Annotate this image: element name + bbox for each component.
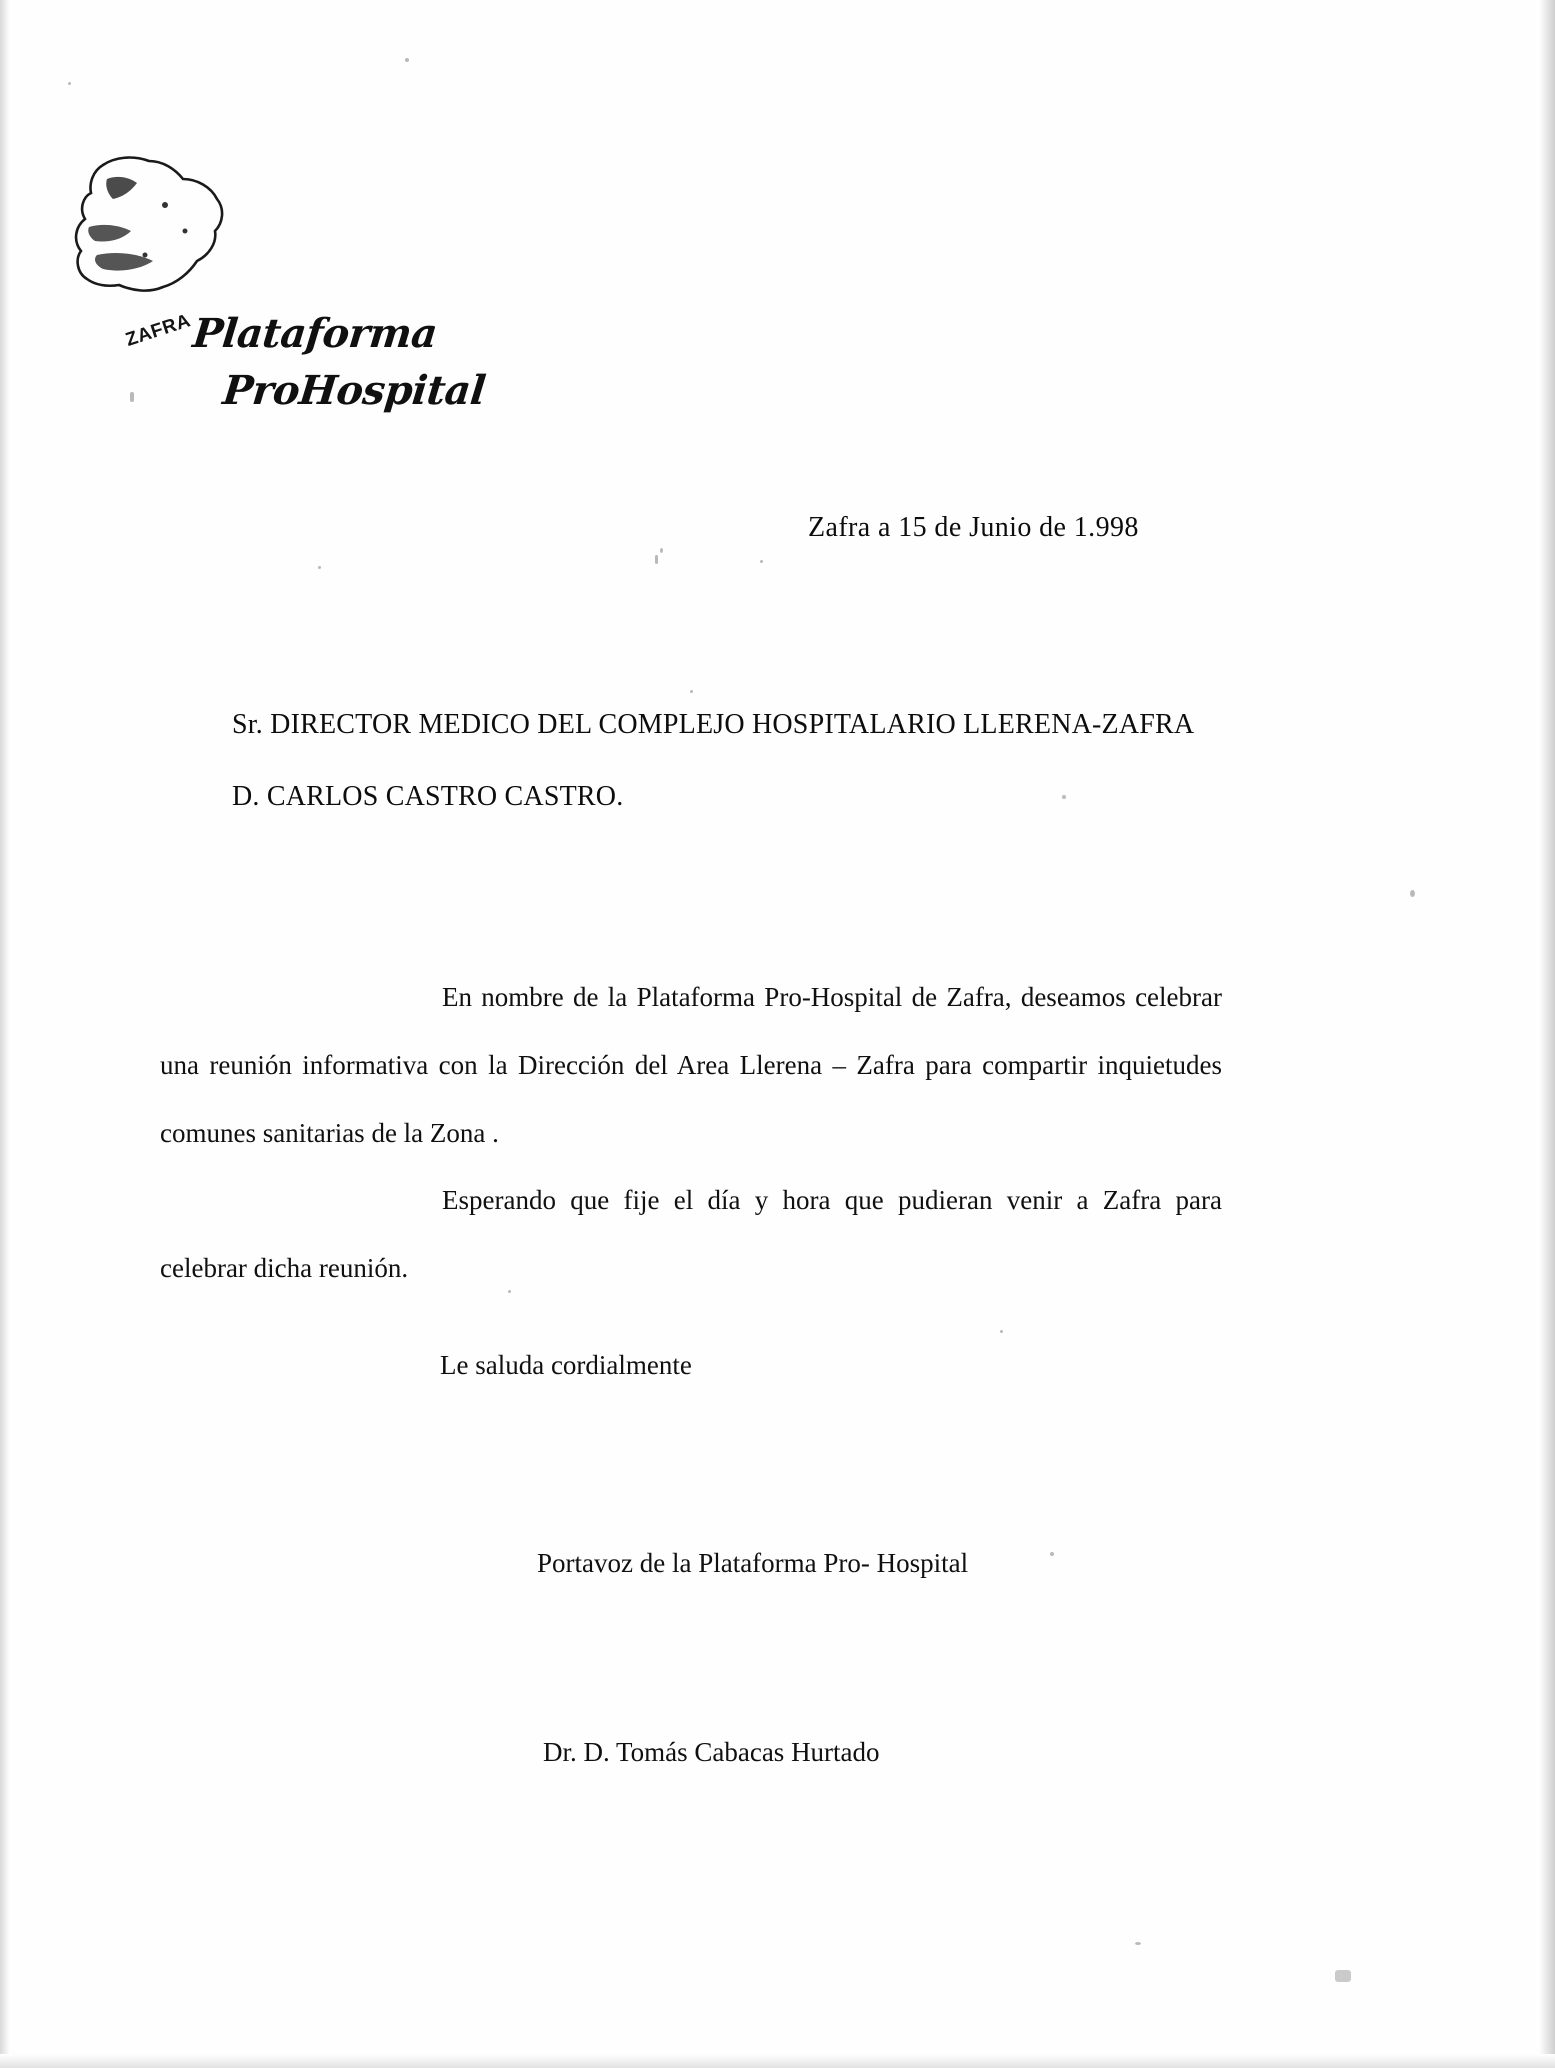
letterhead-line-2: ProHospital bbox=[220, 367, 488, 414]
scan-edge-bottom bbox=[0, 2054, 1555, 2068]
scan-speck bbox=[1335, 1970, 1351, 1982]
scan-speck bbox=[655, 555, 658, 564]
letterhead-line-1: Plataforma bbox=[190, 310, 440, 357]
scan-speck bbox=[405, 58, 409, 62]
scan-edge-right bbox=[1539, 0, 1555, 2068]
scan-speck bbox=[508, 1290, 511, 1293]
scan-speck bbox=[1062, 795, 1066, 799]
signatory-role: Portavoz de la Plataforma Pro- Hospital bbox=[537, 1548, 969, 1578]
scan-speck bbox=[318, 566, 321, 569]
scan-speck bbox=[690, 690, 693, 693]
scan-speck bbox=[760, 560, 763, 563]
scan-speck bbox=[660, 548, 663, 553]
addressee-line-2: D. CARLOS CASTRO CASTRO. bbox=[232, 781, 624, 812]
body-paragraph-1: En nombre de la Plataforma Pro-Hospital de Zafra, deseamos celebrar una reunión informativa con la Dirección del Area Llerena – Zafra para compartir inquietudes comunes sanitarias de la Zona . bbox=[160, 982, 1222, 1148]
scan-speck bbox=[130, 392, 134, 402]
scan-speck bbox=[1000, 1330, 1003, 1333]
letterhead bbox=[45, 135, 488, 414]
signatory-name: Dr. D. Tomás Cabacas Hurtado bbox=[543, 1737, 880, 1767]
scan-speck bbox=[1050, 1552, 1054, 1556]
addressee-line-1: Sr. DIRECTOR MEDICO DEL COMPLEJO HOSPITALARIO LLERENA-ZAFRA bbox=[232, 709, 1195, 740]
scan-speck bbox=[1410, 890, 1415, 897]
date-line: Zafra a 15 de Junio de 1.998 bbox=[808, 512, 1139, 543]
closing-line: Le saluda cordialmente bbox=[440, 1350, 692, 1380]
scan-edge-left bbox=[0, 0, 10, 2068]
letterhead-map-label: ZAFRA bbox=[123, 310, 194, 351]
zafra-region-map-icon bbox=[45, 135, 295, 325]
scan-speck bbox=[68, 82, 71, 85]
body-paragraph-2: Esperando que fije el día y hora que pudieran venir a Zafra para celebrar dicha reunión. bbox=[160, 1185, 1222, 1283]
scan-speck bbox=[1135, 1942, 1141, 1945]
